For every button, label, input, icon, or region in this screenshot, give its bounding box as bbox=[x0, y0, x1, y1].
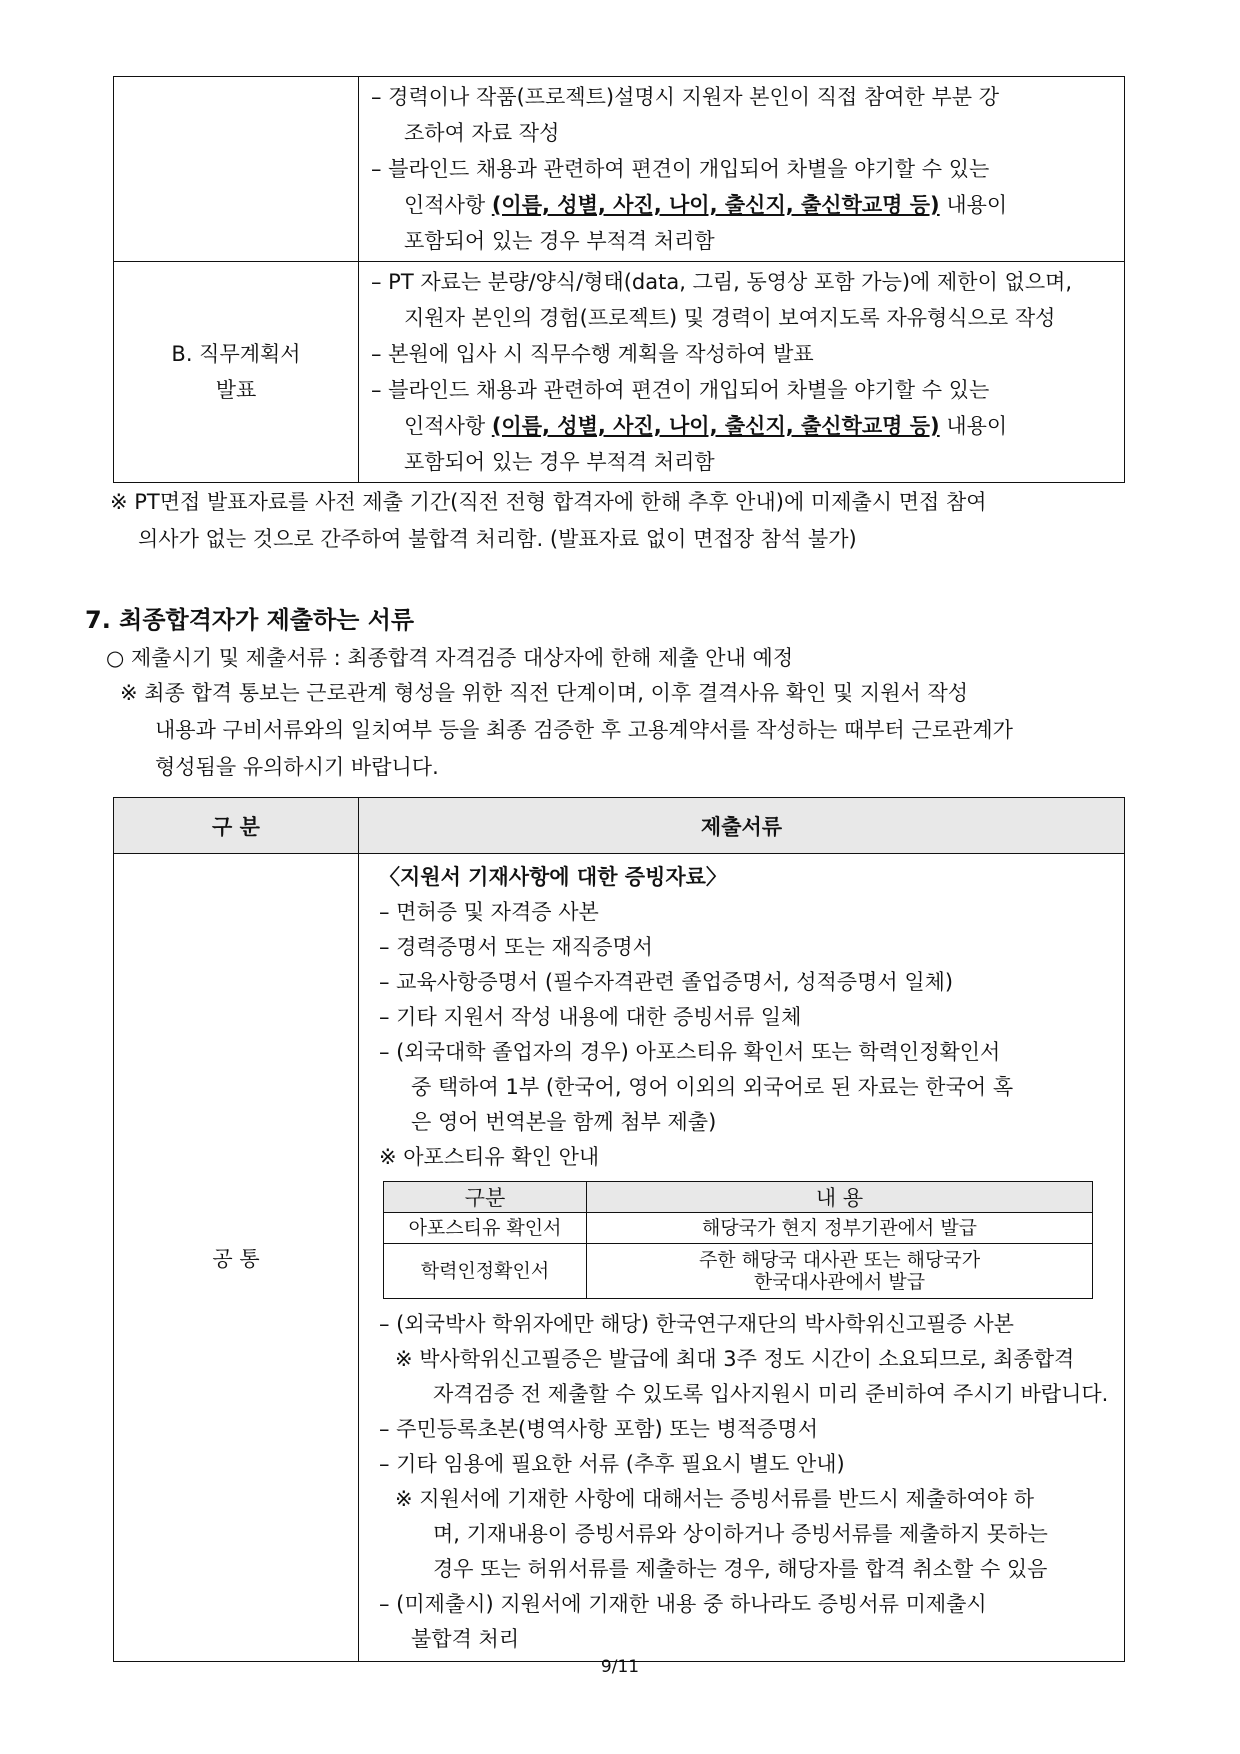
text-line: 경우 또는 허위서류를 제출하는 경우, 해당자를 합격 취소할 수 있음 bbox=[433, 1557, 1048, 1581]
text-segment: 인적사항 bbox=[404, 193, 492, 217]
text-line: – 블라인드 채용과 관련하여 편견이 개입되어 차별을 야기할 수 있는 bbox=[371, 378, 990, 402]
text-line: 은 영어 번역본을 함께 첨부 제출) bbox=[411, 1110, 717, 1134]
text-line: – 교육사항증명서 (필수자격관련 졸업증명서, 성적증명서 일체) bbox=[379, 970, 954, 994]
inner-row bbox=[384, 1213, 1093, 1244]
text-segment: 내용이 bbox=[939, 414, 1008, 438]
inner-cell: 해당국가 현지 정부기관에서 발급 bbox=[587, 1213, 1093, 1244]
text-line: – 본원에 입사 시 직무수행 계획을 작성하여 발표 bbox=[371, 342, 814, 366]
inner-header-row bbox=[384, 1182, 1093, 1213]
text-line: – (외국대학 졸업자의 경우) 아포스티유 확인서 또는 학력인정확인서 bbox=[379, 1040, 1001, 1064]
apostille-table bbox=[383, 1181, 1093, 1299]
inner-column-header: 내 용 bbox=[587, 1182, 1093, 1213]
text-line: 포함되어 있는 경우 부적격 처리함 bbox=[404, 229, 715, 253]
text-line: 포함되어 있는 경우 부적격 처리함 bbox=[404, 450, 715, 474]
text-line: – 블라인드 채용과 관련하여 편견이 개입되어 차별을 야기할 수 있는 bbox=[371, 157, 990, 181]
text-line: 불합격 처리 bbox=[411, 1627, 520, 1651]
text-line: – PT 자료는 분량/양식/형태(data, 그림, 동영상 포함 가능)에 제한이 없으며, bbox=[371, 270, 1073, 294]
row-label bbox=[114, 262, 359, 483]
documents-table bbox=[113, 797, 1125, 1662]
text-line: 중 택하여 1부 (한국어, 영어 이외의 외국어로 된 자료는 한국어 혹 bbox=[411, 1075, 1014, 1099]
note-line: ※ 최종 합격 통보는 근로관계 형성을 위한 직전 단계이며, 이후 결격사유 확인 및 지원서 작성 bbox=[120, 681, 969, 705]
text-line: – (외국박사 학위자에만 해당) 한국연구재단의 박사학위신고필증 사본 bbox=[379, 1312, 1014, 1336]
row-label-empty bbox=[114, 77, 359, 262]
text-line: 며, 기재내용이 증빙서류와 상이하거나 증빙서류를 제출하지 못하는 bbox=[433, 1522, 1048, 1546]
text-line: 지원자 본인의 경험(프로젝트) 및 경력이 보여지도록 자유형식으로 작성 bbox=[404, 306, 1056, 330]
page-number: 9/11 bbox=[600, 1657, 640, 1677]
row-label-line: B. 직무계획서 bbox=[171, 342, 301, 366]
text-line bbox=[359, 408, 1124, 444]
text-line: ※ 아포스티유 확인 안내 bbox=[379, 1145, 600, 1169]
text-line: ※ 지원서에 기재한 사항에 대해서는 증빙서류를 반드시 제출하여야 하 bbox=[395, 1487, 1035, 1511]
text-line: – 경력증명서 또는 재직증명서 bbox=[379, 935, 653, 959]
column-header: 구 분 bbox=[114, 798, 359, 854]
inner-cell: 아포스티유 확인서 bbox=[384, 1213, 587, 1244]
subheading: 〈지원서 기재사항에 대한 증빙자료〉 bbox=[379, 865, 727, 889]
text-line: – 면허증 및 자격증 사본 bbox=[379, 900, 599, 924]
section-note bbox=[120, 675, 1013, 786]
inner-column-header: 구분 bbox=[384, 1182, 587, 1213]
evaluation-table bbox=[113, 76, 1125, 483]
column-header: 제출서류 bbox=[359, 798, 1125, 854]
inner-cell-line: 주한 해당국 대사관 또는 해당국가 bbox=[698, 1249, 981, 1271]
table-header-row bbox=[114, 798, 1125, 854]
note-line: ※ PT면접 발표자료를 사전 제출 기간(직전 전형 합격자에 한해 추후 안내)에 미제출시 면접 참여 bbox=[110, 490, 987, 514]
text-line: 자격검증 전 제출할 수 있도록 입사지원시 미리 준비하여 주시기 바랍니다. bbox=[433, 1382, 1109, 1406]
submission-bullet: ○ 제출시기 및 제출서류 : 최종합격 자격검증 대상자에 한해 제출 안내 예정 bbox=[106, 646, 794, 670]
table-row bbox=[114, 77, 1125, 262]
text-line: – 주민등록초본(병역사항 포함) 또는 병적증명서 bbox=[379, 1417, 819, 1441]
note-line: 내용과 구비서류와의 일치여부 등을 최종 검증한 후 고용계약서를 작성하는 때부터 근로관계가 bbox=[155, 718, 1013, 742]
inner-row bbox=[384, 1244, 1093, 1299]
row-content bbox=[359, 77, 1125, 262]
table-row bbox=[114, 854, 1125, 1662]
text-line: ※ 박사학위신고필증은 발급에 최대 3주 정도 시간이 소요되므로, 최종합격 bbox=[395, 1347, 1075, 1371]
row-content bbox=[359, 854, 1125, 1662]
text-segment: 인적사항 bbox=[404, 414, 492, 438]
inner-cell bbox=[587, 1244, 1093, 1299]
inner-cell: 학력인정확인서 bbox=[384, 1244, 587, 1299]
underlined-personal-info: (이름, 성별, 사진, 나이, 출신지, 출신학교명 등) bbox=[491, 193, 940, 217]
text-line: – 경력이나 작품(프로젝트)설명시 지원자 본인이 직접 참여한 부분 강 bbox=[371, 85, 1000, 109]
section-heading: 7. 최종합격자가 제출하는 서류 bbox=[85, 606, 415, 634]
inner-cell-line: 한국대사관에서 발급 bbox=[753, 1271, 926, 1293]
note-line: 형성됨을 유의하시기 바랍니다. bbox=[155, 755, 439, 779]
text-line: – 기타 지원서 작성 내용에 대한 증빙서류 일체 bbox=[379, 1005, 802, 1029]
row-content bbox=[359, 262, 1125, 483]
text-line: – (미제출시) 지원서에 기재한 내용 중 하나라도 증빙서류 미제출시 bbox=[379, 1592, 987, 1616]
text-line: – 기타 임용에 필요한 서류 (추후 필요시 별도 안내) bbox=[379, 1452, 845, 1476]
text-segment: 내용이 bbox=[939, 193, 1008, 217]
underlined-personal-info: (이름, 성별, 사진, 나이, 출신지, 출신학교명 등) bbox=[491, 414, 940, 438]
text-line: 조하여 자료 작성 bbox=[404, 121, 560, 145]
row-label-line: 발표 bbox=[215, 378, 257, 402]
row-label: 공 통 bbox=[114, 854, 359, 1662]
note-line: 의사가 없는 것으로 간주하여 불합격 처리함. (발표자료 없이 면접장 참석 불가) bbox=[138, 527, 857, 551]
pt-note bbox=[110, 484, 987, 558]
table-row bbox=[114, 262, 1125, 483]
text-line bbox=[359, 187, 1124, 223]
